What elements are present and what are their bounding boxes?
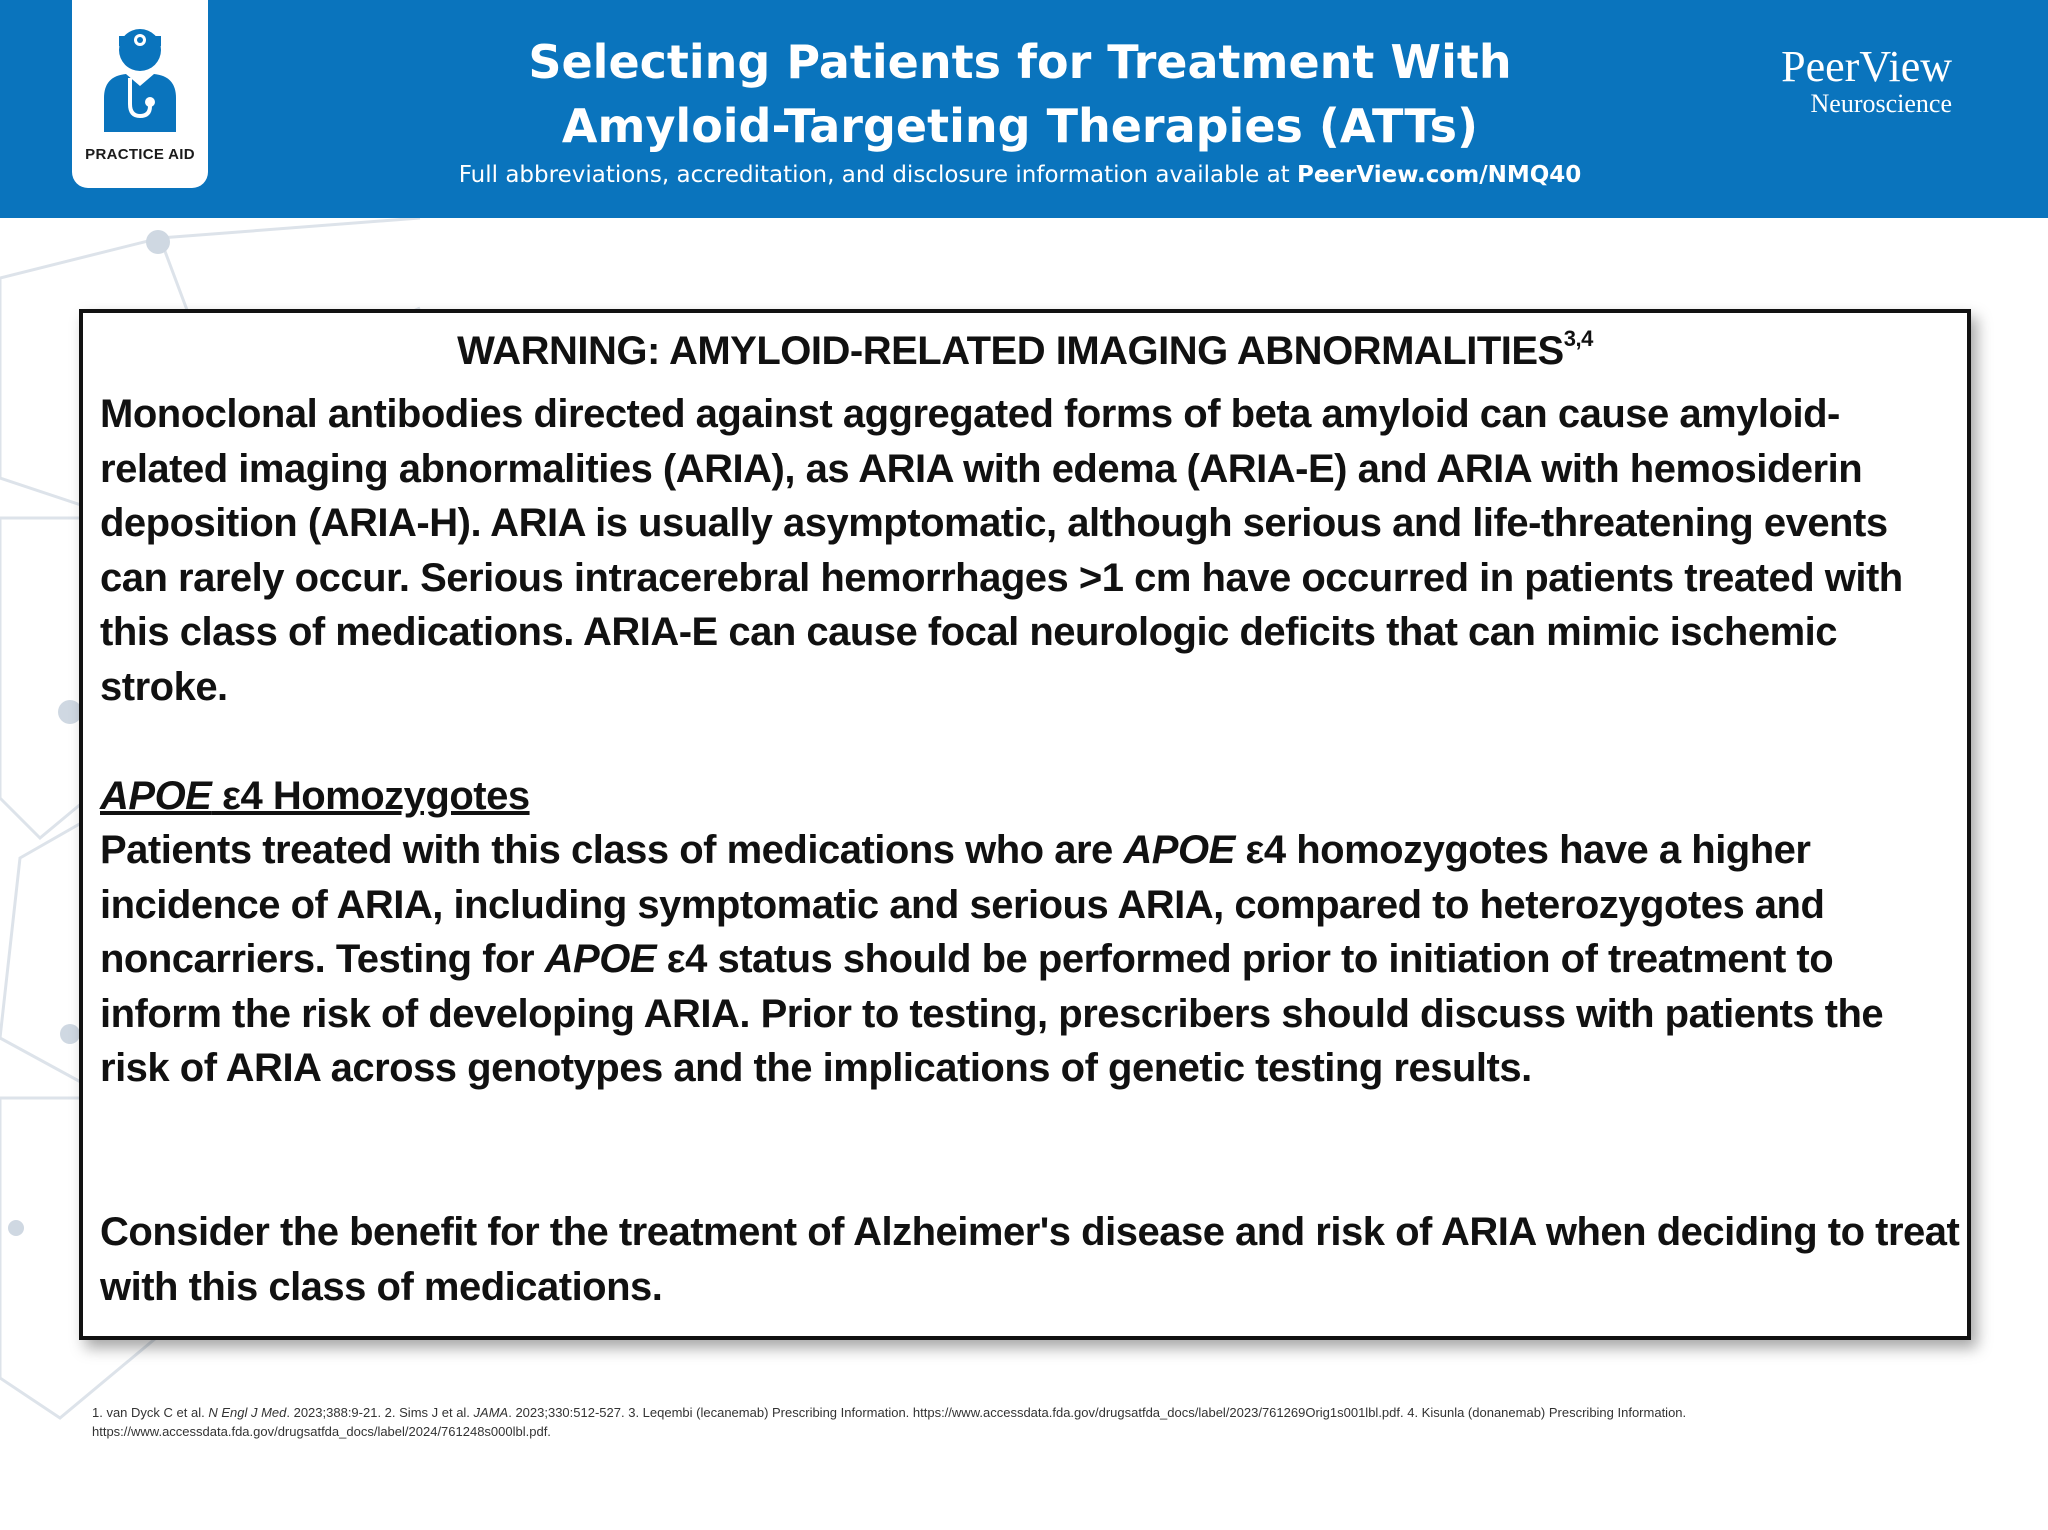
apoe-section-heading: APOE ε4 Homozygotes — [100, 774, 530, 818]
warning-paragraph-3: Consider the benefit for the treatment of Alzheimer's disease and risk of ARIA when deciding to treat with this class of medications. — [100, 1210, 1960, 1309]
subtitle-text: Full abbreviations, accreditation, and disclosure information available at — [458, 162, 1297, 188]
title-line-2: Amyloid-Targeting Therapies (ATTs) — [561, 99, 1479, 153]
badge-label: PRACTICE AID — [85, 146, 195, 163]
page-title — [360, 30, 1680, 158]
doctor-icon — [100, 22, 180, 134]
references: 1. van Dyck C et al. N Engl J Med. 2023;388:9-21. 2. Sims J et al. JAMA. 2023;330:512-527. 3. Leqembi (lecanemab) Prescribing Information. https://www.accessdata.fda.gov/drugsatfda_docs/label/2023/761269Orig1s001lbl.pdf. 4. Kisunla (donanemab) Prescribing Information. https://www.accessdata.fda.gov/drugsatfda_docs/label/2024/761248s000lbl.pdf. — [92, 1405, 1687, 1439]
brand-logo — [1781, 44, 1952, 118]
practice-aid-badge — [72, 0, 208, 188]
boxed-warning — [79, 309, 1971, 1340]
subtitle-link[interactable]: PeerView.com/NMQ40 — [1297, 162, 1582, 188]
subtitle — [360, 162, 1680, 188]
warning-paragraph-1: Monoclonal antibodies directed against aggregated forms of beta amyloid can cause amyloid-related imaging abnormalities (ARIA), as ARIA with edema (ARIA-E) and ARIA with hemosiderin deposition (ARIA-H). ARIA is usually asymptomatic, although serious and life-threatening events can rarely occur. Serious intracerebral hemorrhages >1 cm have occurred in patients treated with this class of medications. ARIA-E can cause focal neurologic deficits that can mimic ischemic stroke. — [100, 392, 1903, 709]
warning-paragraph-2: Patients treated with this class of medications who are APOE ε4 homozygotes have a higher incidence of ARIA, including symptomatic and serious ARIA, compared to heterozygotes and noncarriers. Testing for APOE ε4 status should be performed prior to initiation of treatment to inform the risk of developing ARIA. Prior to testing, prescribers should discuss with patients the risk of ARIA across genotypes and the implications of genetic testing results. — [100, 828, 1884, 1090]
brand-subtitle: Neuroscience — [1810, 89, 1952, 118]
warning-title-refs: 3,4 — [1563, 326, 1593, 351]
header-banner — [0, 0, 2048, 218]
warning-title: WARNING: AMYLOID-RELATED IMAGING ABNORMALITIES$^{3,4}$ — [457, 326, 1593, 373]
brand-name: PeerView — [1781, 42, 1952, 91]
title-line-1: Selecting Patients for Treatment With — [528, 35, 1512, 89]
